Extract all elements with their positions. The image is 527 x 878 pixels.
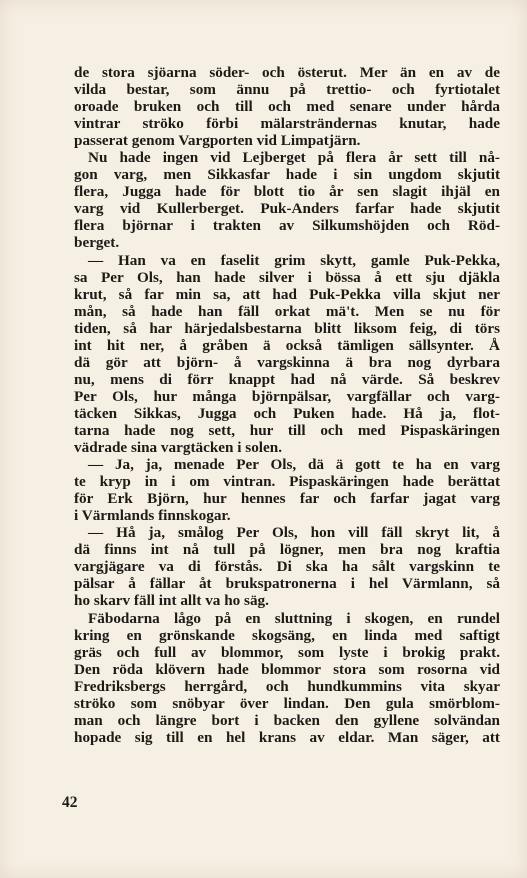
text-line: passerat genom Vargporten vid Limpatjärn. <box>74 132 361 150</box>
text-line: de stora sjöarna söder- och österut. Mer än en av de <box>74 64 500 81</box>
text-line: kring en grönskande skogsäng, en linda med saftigt <box>74 626 500 644</box>
text-line: varg vid Kullerberget. Puk-Anders farfar hade skjutit <box>74 200 500 218</box>
text-line: vintrar ströko förbi mälarsträndernas knutar, hade <box>74 115 500 133</box>
text-line: i Värmlands finnskogar. <box>74 507 231 525</box>
text-line: ströko som snöbyar över lindan. Den gula smörblom- <box>74 694 500 712</box>
text-line: berget. <box>74 234 120 252</box>
text-line: dä finns int nå tull på lögner, men bra nog kraftia <box>74 541 500 559</box>
text-line: Nu hade ingen vid Lejberget på flera år sett till nå- <box>88 149 500 167</box>
text-line: hopade sig till en hel krans av eldar. Man säger, att <box>74 728 500 746</box>
text-line: — Hå ja, smålog Per Ols, hon vill fäll skryt lit, å <box>88 524 500 542</box>
text-line: int hit ner, å gråben ä också tämligen sällsynter. Å <box>74 336 500 354</box>
text-line: vargjägare va di förstås. Di ska ha sålt vargskinn te <box>74 558 500 576</box>
text-line: för Erk Björn, hur hennes far och farfar jagat varg <box>74 490 500 508</box>
text-line: tiden, så har härjedalsbestarna blitt liksom feig, di törs <box>74 319 500 337</box>
text-line: flera, Jugga hade för blott tio år sen slagit ihjäl en <box>74 183 500 201</box>
body-text <box>74 64 500 746</box>
text-line: sa Per Ols, han hade silver i bössa å ett sju djäkla <box>74 268 500 286</box>
text-line: — Ja, ja, menade Per Ols, dä ä gott te ha en varg <box>88 456 500 474</box>
text-line: Fäbodarna lågo på en sluttning i skogen, en rundel <box>88 609 500 627</box>
text-line: dä gör att björn- å vargskinna ä bra nog dyrbara <box>74 353 500 371</box>
text-line: te kryp in i om vintran. Pispaskäringen hade berättat <box>74 473 500 491</box>
text-line: täcken Sikkas, Jugga och Puken hade. Hå ja, flot- <box>74 404 500 422</box>
text-line: mån, så hade han fäll orkat mä't. Men se nu för <box>74 302 500 320</box>
text-line: ho skarv fäll int allt va ho säg. <box>74 592 269 610</box>
text-line: Fredriksbergs herrgård, och hundkummins vita skyar <box>74 677 500 695</box>
text-line: gräs och full av blommor, som lyste i brokig prakt. <box>74 643 500 661</box>
text-line: gon varg, men Sikkasfar hade i sin ungdom skjutit <box>74 166 500 184</box>
text-line: flera björnar i trakten av Silkumshöjden och Röd- <box>74 217 500 235</box>
text-line: vilda bestar, som ännu på trettio- och fyrtiotalet <box>74 81 500 99</box>
text-line: tarna hade nog sett, hur till och med Pispaskäringen <box>74 421 500 439</box>
text-line: nu, mens di förr knappt had nå värde. Så beskrev <box>74 370 500 388</box>
text-line: krut, så far min sa, att had Puk-Pekka villa skjut ner <box>74 285 500 303</box>
text-line: — Han va en faselit grim skytt, gamle Puk-Pekka, <box>88 251 500 269</box>
text-line: pälsar å fällar åt brukspatronerna i hel Värmlann, så <box>74 575 500 593</box>
page-number: 42 <box>62 794 78 811</box>
text-line: vädrade sina vargtäcken i solen. <box>74 439 282 457</box>
text-line: Per Ols, hur många björnpälsar, vargfällar och varg- <box>74 387 500 405</box>
text-line: oroade bruken och till och med senare under hårda <box>74 98 500 116</box>
text-line: Den röda klövern hade blommor stora som rosorna vid <box>74 660 500 678</box>
text-line: man och längre bort i backen den gyllene solvändan <box>74 711 500 729</box>
